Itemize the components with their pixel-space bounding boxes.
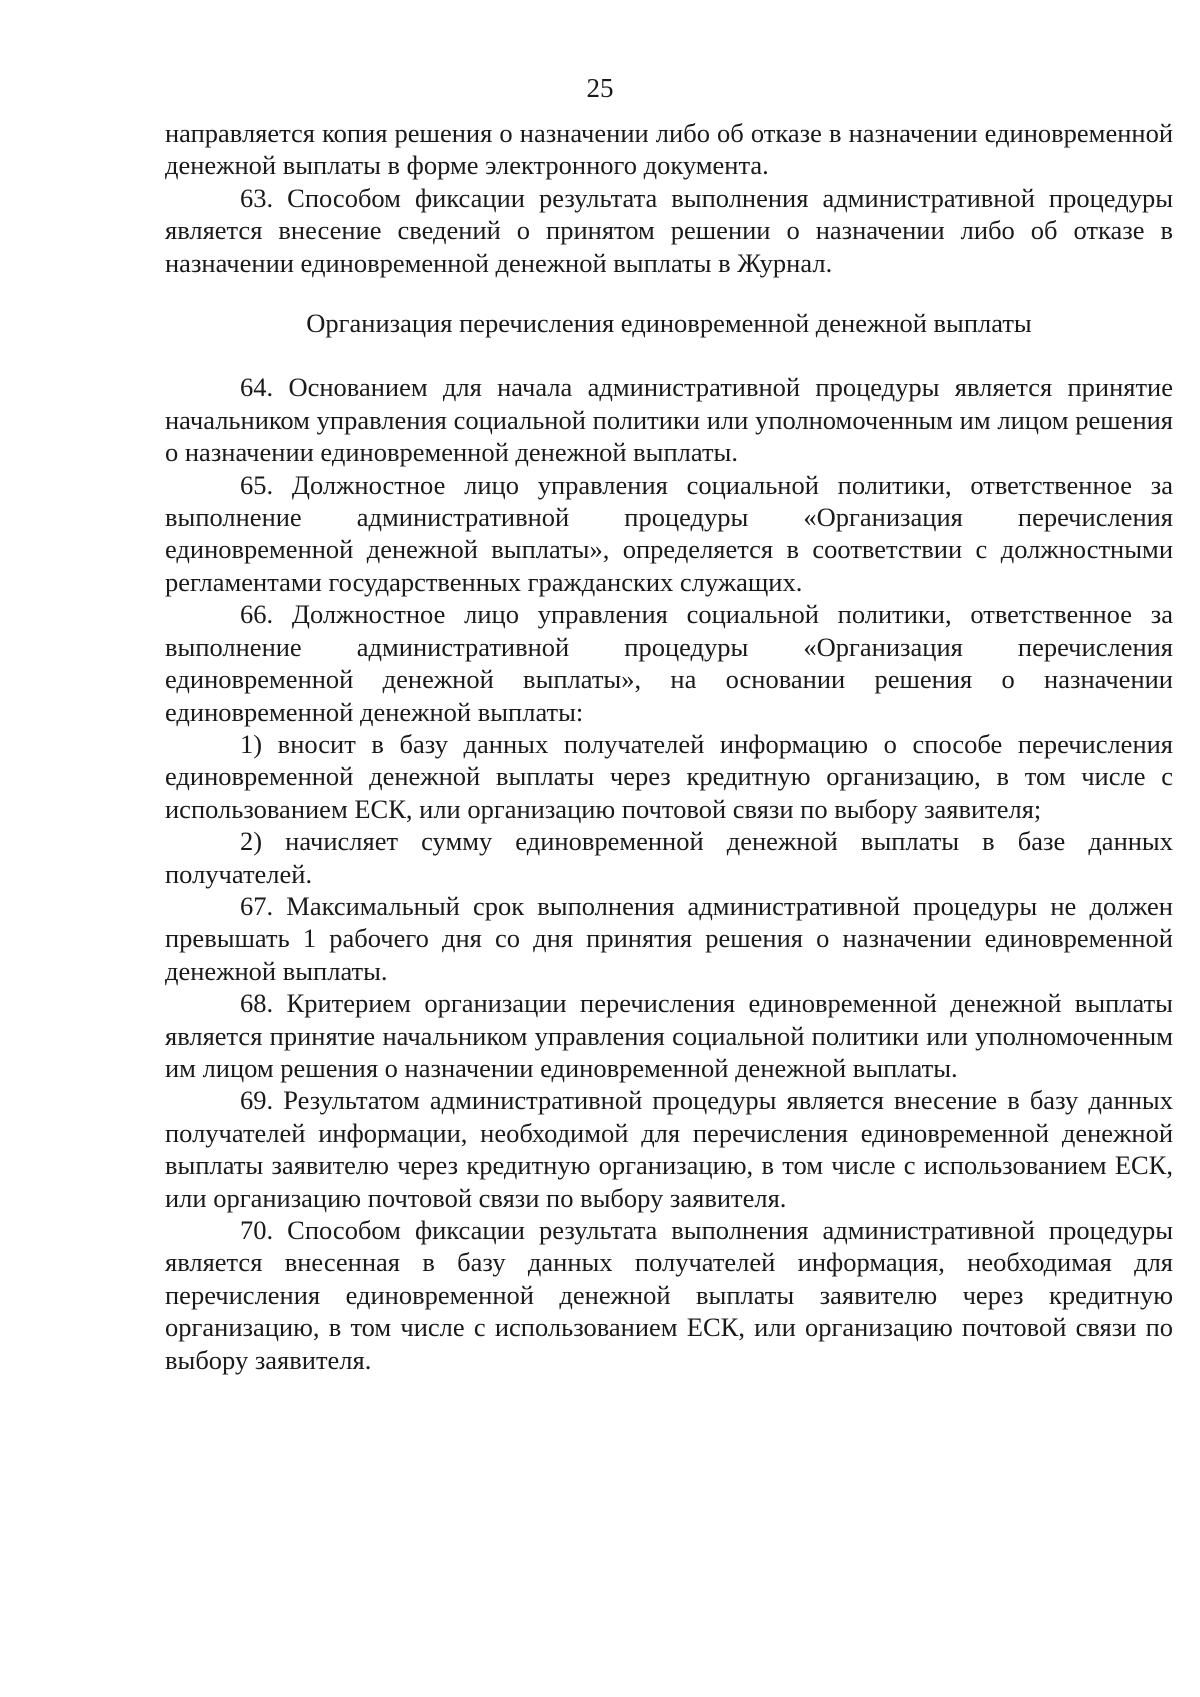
paragraph-70: 70. Способом фиксации результата выполнения административной процедуры является внесенная в базу данных получателей информация, необходимая для перечисления единовременной денежной выплаты заявителю через кредитную организацию, в том числе с использованием ЕСК, или организацию почтовой связи по выбору заявителя. [165,1215,1173,1375]
paragraph-63: 63. Способом фиксации результата выполнения административной процедуры является внесение сведений о принятом решении о назначении либо об отказе в назначении единовременной денежной выплаты в Журнал. [165,182,1173,278]
paragraph-67: 67. Максимальный срок выполнения административной процедуры не должен превышать 1 рабочего дня со дня принятия решения о назначении единовременной денежной выплаты. [165,890,1173,986]
paragraph-66-item-2: 2) начисляет сумму единовременной денежной выплаты в базе данных получателей. [165,826,1173,889]
paragraph-69: 69. Результатом административной процедуры является внесение в базу данных получателей информации, необходимой для перечисления единовременной денежной выплаты заявителю через кредитную организацию, в том числе с использованием ЕСК, или организацию почтовой связи по выбору заявителя. [165,1085,1173,1213]
paragraph-64: 64. Основанием для начала административной процедуры является принятие начальником управления социальной политики или уполномоченным им лицом решения о назначении единовременной денежной выплаты. [165,372,1173,468]
paragraph-continuation: направляется копия решения о назначении либо об отказе в назначении единовременной денежной выплаты в форме электронного документа. [165,118,1173,181]
page-number: 25 [586,73,614,103]
paragraph-66-item-1: 1) вносит в базу данных получателей информацию о способе перечисления единовременной денежной выплаты через кредитную организацию, в том числе с использованием ЕСК, или организацию почтовой связи по выбору заявителя; [165,728,1173,824]
document-body [165,117,1173,1376]
section-heading: Организация перечисления единовременной денежной выплаты [306,308,1032,339]
paragraph-66: 66. Должностное лицо управления социальной политики, ответственное за выполнение административной процедуры «Организация перечисления единовременной денежной выплаты», на основании решения о назначении единовременной денежной выплаты: [165,599,1173,727]
paragraph-68: 68. Критерием организации перечисления единовременной денежной выплаты является принятие начальником управления социальной политики или уполномоченным им лицом решения о назначении единовременной денежной выплаты. [165,988,1173,1083]
paragraph-65: 65. Должностное лицо управления социальной политики, ответственное за выполнение административной процедуры «Организация перечисления единовременной денежной выплаты», определяется в соответствии с должностными регламентами государственных гражданских служащих. [165,469,1173,597]
